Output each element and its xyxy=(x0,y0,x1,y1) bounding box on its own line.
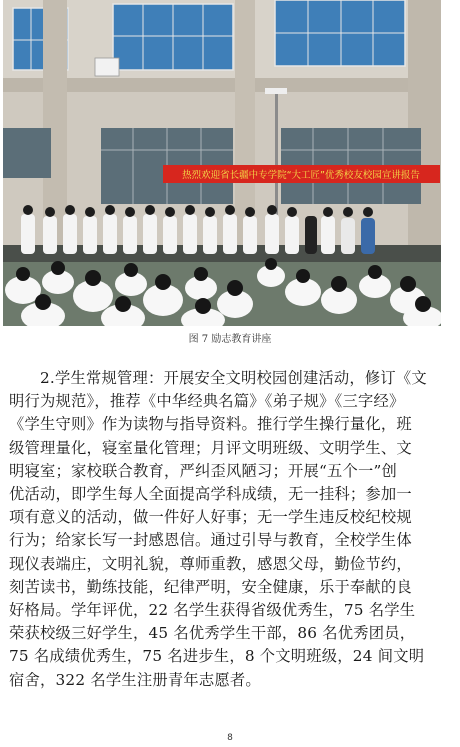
paragraph-line: 现仪表端庄，文明礼貌，尊师重教，感恩父母，勤俭节约， xyxy=(9,554,412,573)
paragraph-line: 项有意义的活动，做一件好人好事；无一学生违反校纪校规 xyxy=(9,508,412,527)
paragraph-line: 好格局。学年评优，22 名学生获得省级优秀生，75 名学生 xyxy=(9,601,416,620)
paragraph-line: 刻苦读书，勤练技能，纪律严明，安全健康，乐于奉献的良 xyxy=(9,577,412,596)
page-number: 8 xyxy=(227,733,233,743)
banner-text: 热烈欢迎省长疆中专学院“大工匠”优秀校友校园宣讲报告 xyxy=(182,170,420,181)
paragraph-line: 明寝室；家校联合教育，严纠歪风陋习；开展“五个一”创 xyxy=(9,461,397,480)
paragraph-line: 75 名成绩优秀生，75 名进步生，8 个文明班级，24 间文明 xyxy=(9,647,425,666)
paragraph-line: 行为；给家长写一封感恩信。通过引导与教育，全校学生体 xyxy=(9,531,412,550)
lecture-photo xyxy=(3,0,441,326)
paragraph-line: 级管理量化，寝室量化管理；月评文明班级、文明学生、文 xyxy=(9,438,412,457)
paragraph-line: 2.学生常规管理：开展安全文明校园创建活动，修订《文 xyxy=(9,369,427,387)
figure-caption: 图 7 励志教育讲座 xyxy=(188,334,272,345)
paragraph-line: 宿舍，322 名学生注册青年志愿者。 xyxy=(9,670,261,689)
paragraph-line: 《学生守则》作为读物与指导资料。推行学生操行量化，班 xyxy=(9,415,412,434)
paragraph-line: 荣获校级三好学生，45 名优秀学生干部，86 名优秀团员， xyxy=(9,624,416,643)
paragraph-line: 优活动，即学生每人全面提高学科成绩，无一挂科；参加一 xyxy=(9,485,412,504)
body-paragraph xyxy=(9,367,447,692)
paragraph-line: 明行为规范》，推荐《中华经典名篇》《弟子规》《三字经》 xyxy=(9,392,405,411)
